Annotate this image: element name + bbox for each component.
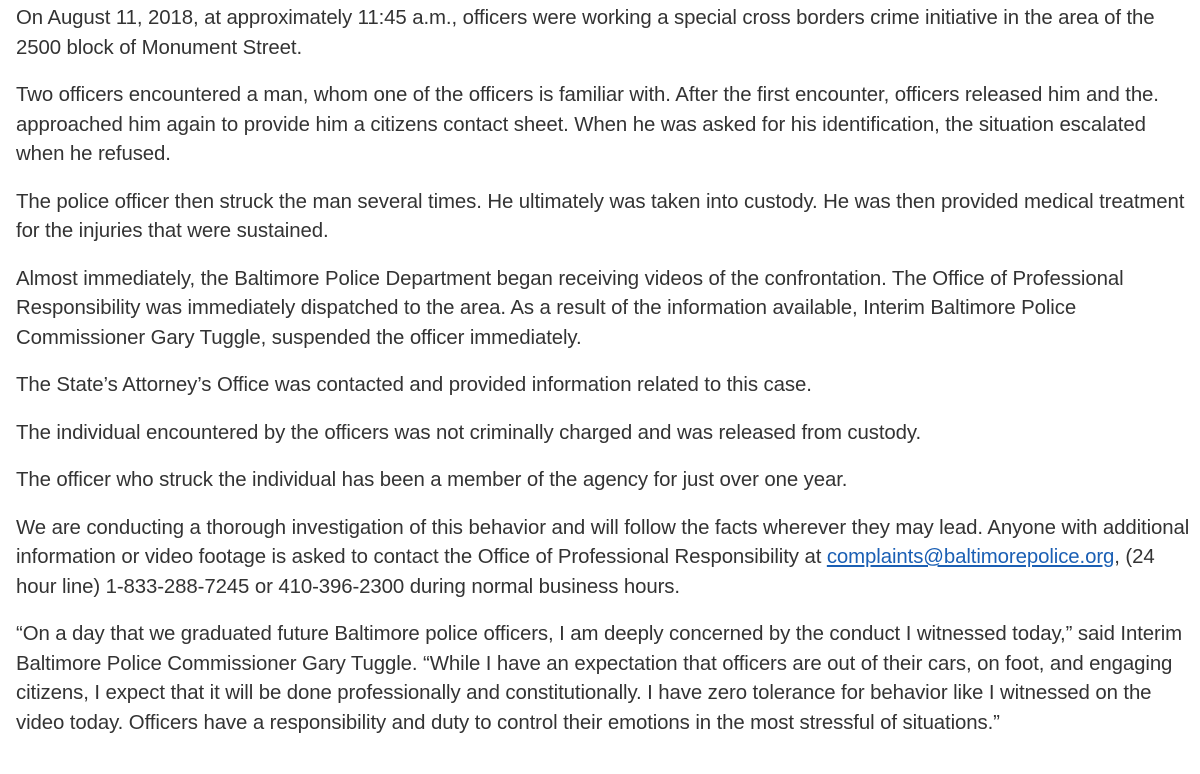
paragraph-officer-tenure: The officer who struck the individual has been a member of the agency for just over one year. xyxy=(16,469,848,491)
paragraph-videos: Almost immediately, the Baltimore Police Department began receiving videos of the confrontation. The Office of Professional Responsibility was immediately dispatched to the area. As a result of the information available, Interim Baltimore Police Commissioner Gary Tuggle, suspended the officer immediately. xyxy=(16,267,1124,349)
paragraph-struck: The police officer then struck the man several times. He ultimately was taken into custody. He was then provided medical treatment for the injuries that were sustained. xyxy=(16,190,1185,242)
paragraph-contact xyxy=(16,514,1192,603)
paragraph-encounter: Two officers encountered a man, whom one of the officers is familiar with. After the first encounter, officers released him and the. approached him again to provide him a citizens contact sheet. When he was asked for his identification, the situation escalated when he refused. xyxy=(16,84,1159,165)
contact-phone-text: , (24 hour line) 1-833-288-7245 or 410-396-2300 during normal business hours. xyxy=(16,546,1155,598)
paragraph-states-attorney: The State’s Attorney’s Office was contacted and provided information related to this case. xyxy=(16,374,812,396)
paragraph-not-charged: The individual encountered by the officers was not criminally charged and was released from custody. xyxy=(16,421,922,444)
contact-text: We are conducting a thorough investigation of this behavior and will follow the facts wherever they may lead. Anyone with additional information or video footage is asked to contact the Office of Professional Responsibility at xyxy=(16,516,1190,568)
paragraph-commissioner-quote: “On a day that we graduated future Baltimore police officers, I am deeply concerned by the conduct I witnessed today,” said Interim Baltimore Police Commissioner Gary Tuggle. “While I have an expectation that officers are out of their cars, on foot, and engaging citizens, I expect that it will be done professionally and constitutionally. I have zero tolerance for behavior like I witnessed on the video today. Officers have a responsibility and duty to control their emotions in the most stressful of situations.” xyxy=(16,623,1183,734)
press-statement xyxy=(16,4,1192,756)
email-link[interactable]: complaints@baltimorepolice.org xyxy=(826,546,1115,568)
paragraph-incident: On August 11, 2018, at approximately 11:45 a.m., officers were working a special cross borders crime initiative in the area of the 2500 block of Monument Street. xyxy=(16,7,1155,59)
